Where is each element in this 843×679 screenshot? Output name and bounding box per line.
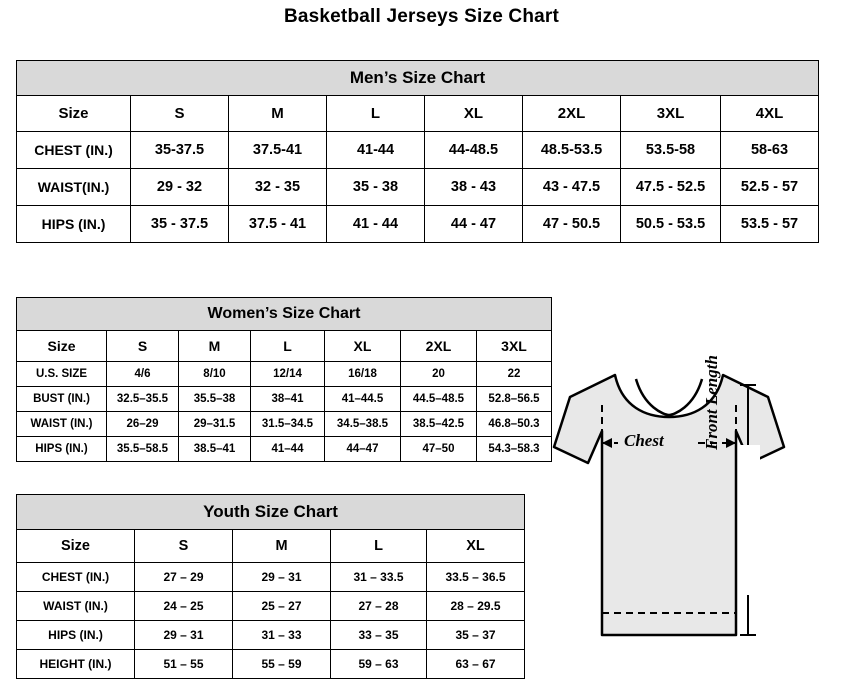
womens-cell: 41–44.5	[325, 387, 401, 412]
womens-cell: 29–31.5	[179, 412, 251, 437]
youth-cell: 55 – 59	[233, 650, 331, 679]
table-row	[17, 169, 819, 206]
womens-cell: 4/6	[107, 362, 179, 387]
womens-cell: 35.5–58.5	[107, 437, 179, 462]
womens-cell: 38.5–42.5	[401, 412, 477, 437]
womens-cell: 44.5–48.5	[401, 387, 477, 412]
youth-cell: 31 – 33.5	[331, 563, 427, 592]
mens-cell: 53.5 - 57	[721, 206, 819, 243]
womens-row-label: BUST (IN.)	[17, 387, 107, 412]
womens-cell: 44–47	[325, 437, 401, 462]
table-row	[17, 387, 552, 412]
womens-header-cell: 2XL	[401, 331, 477, 362]
chest-label: Chest	[624, 431, 664, 450]
womens-cell: 22	[477, 362, 552, 387]
womens-row-label: U.S. SIZE	[17, 362, 107, 387]
table-row	[17, 362, 552, 387]
mens-header-cell: S	[131, 96, 229, 132]
youth-row-label: HEIGHT (IN.)	[17, 650, 135, 679]
womens-cell: 20	[401, 362, 477, 387]
table-row	[17, 132, 819, 169]
mens-cell: 43 - 47.5	[523, 169, 621, 206]
womens-cell: 46.8–50.3	[477, 412, 552, 437]
youth-cell: 33 – 35	[331, 621, 427, 650]
youth-cell: 24 – 25	[135, 592, 233, 621]
womens-header-cell: XL	[325, 331, 401, 362]
youth-row-label: CHEST (IN.)	[17, 563, 135, 592]
mens-cell: 53.5-58	[621, 132, 721, 169]
mens-cell: 35-37.5	[131, 132, 229, 169]
jersey-measurement-diagram	[540, 345, 840, 665]
mens-size-chart-table	[16, 60, 819, 243]
youth-cell: 25 – 27	[233, 592, 331, 621]
youth-header-row	[17, 530, 525, 563]
mens-header-cell: 2XL	[523, 96, 621, 132]
mens-header-cell: L	[327, 96, 425, 132]
womens-cell: 26–29	[107, 412, 179, 437]
youth-cell: 27 – 28	[331, 592, 427, 621]
youth-cell: 28 – 29.5	[427, 592, 525, 621]
table-row	[17, 563, 525, 592]
mens-cell: 58-63	[721, 132, 819, 169]
womens-cell: 8/10	[179, 362, 251, 387]
womens-header-cell: L	[251, 331, 325, 362]
womens-size-chart-table	[16, 297, 552, 462]
youth-header-cell: Size	[17, 530, 135, 563]
jersey-collar-shape	[636, 379, 702, 415]
womens-cell: 38–41	[251, 387, 325, 412]
womens-cell: 41–44	[251, 437, 325, 462]
youth-header-cell: L	[331, 530, 427, 563]
mens-row-label: HIPS (IN.)	[17, 206, 131, 243]
mens-cell: 35 - 38	[327, 169, 425, 206]
youth-caption: Youth Size Chart	[17, 495, 525, 530]
mens-cell: 52.5 - 57	[721, 169, 819, 206]
womens-header-cell: M	[179, 331, 251, 362]
womens-caption-row	[17, 298, 552, 331]
mens-header-cell: XL	[425, 96, 523, 132]
mens-header-cell: 3XL	[621, 96, 721, 132]
mens-cell: 38 - 43	[425, 169, 523, 206]
mens-header-cell: Size	[17, 96, 131, 132]
mens-caption-row	[17, 61, 819, 96]
youth-cell: 29 – 31	[135, 621, 233, 650]
womens-header-row	[17, 331, 552, 362]
mens-cell: 44-48.5	[425, 132, 523, 169]
mens-cell: 41 - 44	[327, 206, 425, 243]
mens-header-cell: M	[229, 96, 327, 132]
youth-cell: 59 – 63	[331, 650, 427, 679]
mens-cell: 50.5 - 53.5	[621, 206, 721, 243]
womens-header-cell: 3XL	[477, 331, 552, 362]
youth-size-chart-table	[16, 494, 525, 679]
youth-caption-row	[17, 495, 525, 530]
table-row	[17, 437, 552, 462]
mens-caption: Men’s Size Chart	[17, 61, 819, 96]
womens-cell: 16/18	[325, 362, 401, 387]
youth-cell: 33.5 – 36.5	[427, 563, 525, 592]
mens-cell: 35 - 37.5	[131, 206, 229, 243]
womens-cell: 54.3–58.3	[477, 437, 552, 462]
mens-cell: 47.5 - 52.5	[621, 169, 721, 206]
table-row	[17, 621, 525, 650]
womens-cell: 34.5–38.5	[325, 412, 401, 437]
youth-cell: 35 – 37	[427, 621, 525, 650]
womens-row-label: HIPS (IN.)	[17, 437, 107, 462]
womens-header-cell: Size	[17, 331, 107, 362]
page-title: Basketball Jerseys Size Chart	[283, 6, 560, 27]
mens-cell: 37.5 - 41	[229, 206, 327, 243]
youth-cell: 63 – 67	[427, 650, 525, 679]
table-row	[17, 412, 552, 437]
mens-cell: 37.5-41	[229, 132, 327, 169]
womens-cell: 32.5–35.5	[107, 387, 179, 412]
jersey-outline-icon	[540, 345, 840, 665]
youth-cell: 27 – 29	[135, 563, 233, 592]
youth-row-label: HIPS (IN.)	[17, 621, 135, 650]
womens-cell: 31.5–34.5	[251, 412, 325, 437]
table-row	[17, 206, 819, 243]
mens-cell: 47 - 50.5	[523, 206, 621, 243]
mens-cell: 32 - 35	[229, 169, 327, 206]
womens-cell: 35.5–38	[179, 387, 251, 412]
youth-header-cell: M	[233, 530, 331, 563]
mens-cell: 41-44	[327, 132, 425, 169]
youth-header-cell: XL	[427, 530, 525, 563]
youth-cell: 29 – 31	[233, 563, 331, 592]
mens-header-cell: 4XL	[721, 96, 819, 132]
front-length-label: Front Length	[702, 355, 721, 450]
womens-cell: 38.5–41	[179, 437, 251, 462]
womens-row-label: WAIST (IN.)	[17, 412, 107, 437]
mens-cell: 44 - 47	[425, 206, 523, 243]
mens-header-row	[17, 96, 819, 132]
mens-cell: 48.5-53.5	[523, 132, 621, 169]
mens-row-label: CHEST (IN.)	[17, 132, 131, 169]
womens-header-cell: S	[107, 331, 179, 362]
youth-cell: 51 – 55	[135, 650, 233, 679]
mens-row-label: WAIST(IN.)	[17, 169, 131, 206]
youth-header-cell: S	[135, 530, 233, 563]
youth-cell: 31 – 33	[233, 621, 331, 650]
mens-cell: 29 - 32	[131, 169, 229, 206]
womens-cell: 47–50	[401, 437, 477, 462]
table-row	[17, 650, 525, 679]
table-row	[17, 592, 525, 621]
womens-caption: Women’s Size Chart	[17, 298, 552, 331]
womens-cell: 52.8–56.5	[477, 387, 552, 412]
womens-cell: 12/14	[251, 362, 325, 387]
front-length-label-backdrop	[738, 445, 760, 595]
youth-row-label: WAIST (IN.)	[17, 592, 135, 621]
